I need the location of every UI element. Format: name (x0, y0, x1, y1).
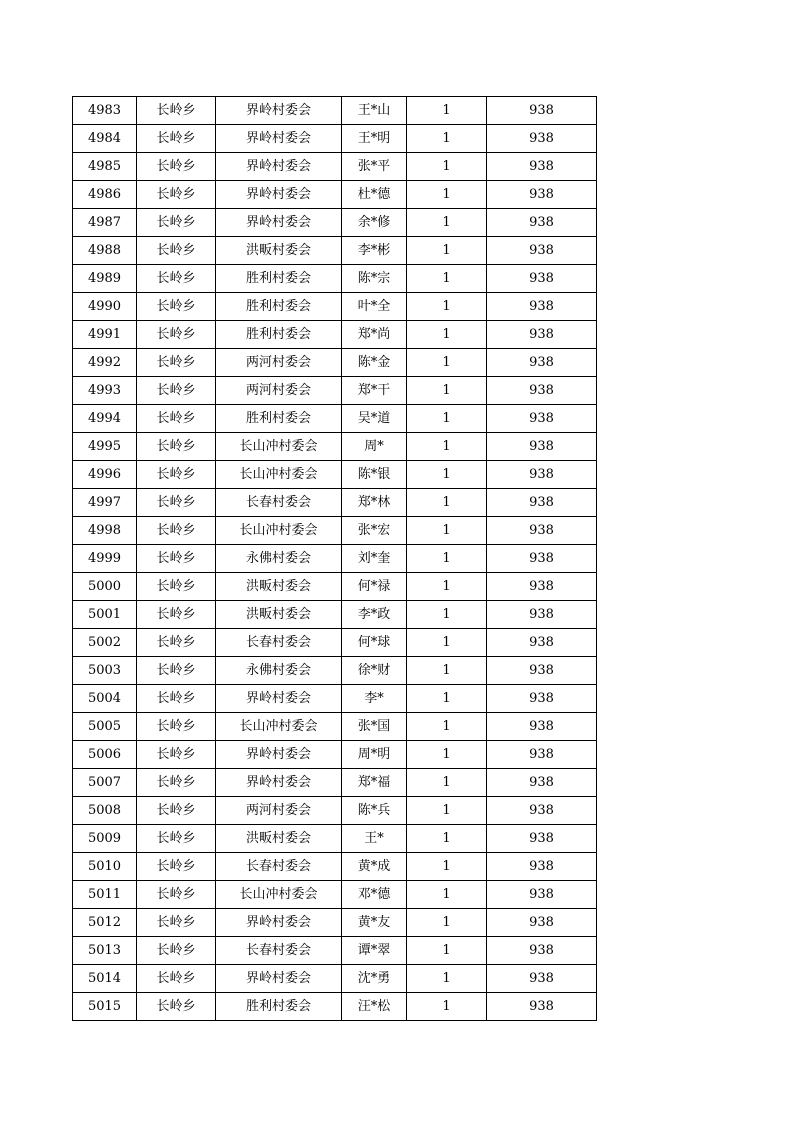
table-body (73, 97, 597, 1021)
village-committee-cell: 界岭村委会 (216, 209, 342, 237)
name-cell: 黄*成 (342, 853, 407, 881)
name-cell: 沈*勇 (342, 965, 407, 993)
township-cell: 长岭乡 (137, 489, 216, 517)
township-cell: 长岭乡 (137, 433, 216, 461)
village-committee-cell: 洪畈村委会 (216, 573, 342, 601)
village-committee-cell: 界岭村委会 (216, 181, 342, 209)
township-cell: 长岭乡 (137, 293, 216, 321)
village-committee-cell: 两河村委会 (216, 349, 342, 377)
count-cell: 1 (407, 993, 487, 1021)
count-cell: 1 (407, 601, 487, 629)
amount-cell: 938 (487, 825, 597, 853)
amount-cell: 938 (487, 965, 597, 993)
count-cell: 1 (407, 741, 487, 769)
data-table (72, 96, 597, 1021)
count-cell: 1 (407, 657, 487, 685)
name-cell: 陈*兵 (342, 797, 407, 825)
township-cell: 长岭乡 (137, 993, 216, 1021)
village-committee-cell: 胜利村委会 (216, 405, 342, 433)
village-committee-cell: 长春村委会 (216, 853, 342, 881)
table-row (73, 125, 597, 153)
amount-cell: 938 (487, 489, 597, 517)
amount-cell: 938 (487, 433, 597, 461)
count-cell: 1 (407, 713, 487, 741)
amount-cell: 938 (487, 769, 597, 797)
village-committee-cell: 界岭村委会 (216, 965, 342, 993)
amount-cell: 938 (487, 237, 597, 265)
amount-cell: 938 (487, 909, 597, 937)
township-cell: 长岭乡 (137, 797, 216, 825)
village-committee-cell: 长春村委会 (216, 937, 342, 965)
name-cell: 陈*银 (342, 461, 407, 489)
village-committee-cell: 两河村委会 (216, 377, 342, 405)
table-row (73, 881, 597, 909)
name-cell: 郑*干 (342, 377, 407, 405)
name-cell: 陈*宗 (342, 265, 407, 293)
township-cell: 长岭乡 (137, 965, 216, 993)
count-cell: 1 (407, 545, 487, 573)
serial-number-cell: 4998 (73, 517, 137, 545)
township-cell: 长岭乡 (137, 909, 216, 937)
count-cell: 1 (407, 517, 487, 545)
serial-number-cell: 4995 (73, 433, 137, 461)
name-cell: 张*宏 (342, 517, 407, 545)
table-row (73, 993, 597, 1021)
township-cell: 长岭乡 (137, 377, 216, 405)
serial-number-cell: 4992 (73, 349, 137, 377)
count-cell: 1 (407, 797, 487, 825)
amount-cell: 938 (487, 797, 597, 825)
township-cell: 长岭乡 (137, 545, 216, 573)
name-cell: 周* (342, 433, 407, 461)
table-row (73, 433, 597, 461)
table-row (73, 937, 597, 965)
village-committee-cell: 胜利村委会 (216, 993, 342, 1021)
name-cell: 王* (342, 825, 407, 853)
serial-number-cell: 4990 (73, 293, 137, 321)
township-cell: 长岭乡 (137, 741, 216, 769)
count-cell: 1 (407, 97, 487, 125)
village-committee-cell: 长山冲村委会 (216, 517, 342, 545)
amount-cell: 938 (487, 209, 597, 237)
name-cell: 黄*友 (342, 909, 407, 937)
township-cell: 长岭乡 (137, 153, 216, 181)
township-cell: 长岭乡 (137, 601, 216, 629)
table-row (73, 909, 597, 937)
table-row (73, 377, 597, 405)
name-cell: 陈*金 (342, 349, 407, 377)
name-cell: 汪*松 (342, 993, 407, 1021)
amount-cell: 938 (487, 993, 597, 1021)
count-cell: 1 (407, 433, 487, 461)
serial-number-cell: 4993 (73, 377, 137, 405)
township-cell: 长岭乡 (137, 853, 216, 881)
table-row (73, 405, 597, 433)
table-row (73, 293, 597, 321)
name-cell: 郑*林 (342, 489, 407, 517)
name-cell: 周*明 (342, 741, 407, 769)
amount-cell: 938 (487, 97, 597, 125)
count-cell: 1 (407, 937, 487, 965)
name-cell: 何*禄 (342, 573, 407, 601)
name-cell: 李*彬 (342, 237, 407, 265)
table-row (73, 853, 597, 881)
amount-cell: 938 (487, 377, 597, 405)
serial-number-cell: 4997 (73, 489, 137, 517)
name-cell: 徐*财 (342, 657, 407, 685)
village-committee-cell: 界岭村委会 (216, 125, 342, 153)
name-cell: 吴*道 (342, 405, 407, 433)
village-committee-cell: 洪畈村委会 (216, 237, 342, 265)
village-committee-cell: 界岭村委会 (216, 685, 342, 713)
name-cell: 郑*福 (342, 769, 407, 797)
township-cell: 长岭乡 (137, 657, 216, 685)
township-cell: 长岭乡 (137, 517, 216, 545)
count-cell: 1 (407, 629, 487, 657)
count-cell: 1 (407, 685, 487, 713)
name-cell: 郑*尚 (342, 321, 407, 349)
name-cell: 杜*德 (342, 181, 407, 209)
name-cell: 谭*翠 (342, 937, 407, 965)
village-committee-cell: 洪畈村委会 (216, 825, 342, 853)
serial-number-cell: 5013 (73, 937, 137, 965)
table-row (73, 741, 597, 769)
table-row (73, 237, 597, 265)
table-row (73, 713, 597, 741)
township-cell: 长岭乡 (137, 265, 216, 293)
count-cell: 1 (407, 153, 487, 181)
township-cell: 长岭乡 (137, 769, 216, 797)
amount-cell: 938 (487, 293, 597, 321)
village-committee-cell: 胜利村委会 (216, 265, 342, 293)
amount-cell: 938 (487, 461, 597, 489)
name-cell: 张*国 (342, 713, 407, 741)
township-cell: 长岭乡 (137, 97, 216, 125)
amount-cell: 938 (487, 573, 597, 601)
count-cell: 1 (407, 881, 487, 909)
village-committee-cell: 界岭村委会 (216, 769, 342, 797)
count-cell: 1 (407, 909, 487, 937)
serial-number-cell: 5002 (73, 629, 137, 657)
serial-number-cell: 4985 (73, 153, 137, 181)
table-row (73, 265, 597, 293)
name-cell: 何*球 (342, 629, 407, 657)
township-cell: 长岭乡 (137, 181, 216, 209)
serial-number-cell: 5004 (73, 685, 137, 713)
village-committee-cell: 长春村委会 (216, 629, 342, 657)
name-cell: 王*山 (342, 97, 407, 125)
amount-cell: 938 (487, 125, 597, 153)
table-row (73, 349, 597, 377)
amount-cell: 938 (487, 937, 597, 965)
serial-number-cell: 5005 (73, 713, 137, 741)
count-cell: 1 (407, 461, 487, 489)
serial-number-cell: 5012 (73, 909, 137, 937)
count-cell: 1 (407, 489, 487, 517)
table-row (73, 97, 597, 125)
amount-cell: 938 (487, 629, 597, 657)
serial-number-cell: 4987 (73, 209, 137, 237)
serial-number-cell: 4994 (73, 405, 137, 433)
table-row (73, 573, 597, 601)
serial-number-cell: 5010 (73, 853, 137, 881)
name-cell: 王*明 (342, 125, 407, 153)
township-cell: 长岭乡 (137, 713, 216, 741)
village-committee-cell: 长春村委会 (216, 489, 342, 517)
count-cell: 1 (407, 825, 487, 853)
name-cell: 余*修 (342, 209, 407, 237)
serial-number-cell: 5000 (73, 573, 137, 601)
name-cell: 张*平 (342, 153, 407, 181)
village-committee-cell: 长山冲村委会 (216, 461, 342, 489)
village-committee-cell: 长山冲村委会 (216, 433, 342, 461)
table-row (73, 825, 597, 853)
serial-number-cell: 4984 (73, 125, 137, 153)
serial-number-cell: 4989 (73, 265, 137, 293)
amount-cell: 938 (487, 517, 597, 545)
count-cell: 1 (407, 321, 487, 349)
table-row (73, 209, 597, 237)
table-row (73, 965, 597, 993)
table-row (73, 797, 597, 825)
count-cell: 1 (407, 237, 487, 265)
village-committee-cell: 胜利村委会 (216, 321, 342, 349)
village-committee-cell: 界岭村委会 (216, 741, 342, 769)
table-row (73, 545, 597, 573)
serial-number-cell: 5014 (73, 965, 137, 993)
township-cell: 长岭乡 (137, 629, 216, 657)
township-cell: 长岭乡 (137, 573, 216, 601)
serial-number-cell: 4991 (73, 321, 137, 349)
count-cell: 1 (407, 769, 487, 797)
serial-number-cell: 4996 (73, 461, 137, 489)
serial-number-cell: 5011 (73, 881, 137, 909)
serial-number-cell: 4988 (73, 237, 137, 265)
serial-number-cell: 4999 (73, 545, 137, 573)
count-cell: 1 (407, 377, 487, 405)
serial-number-cell: 4983 (73, 97, 137, 125)
village-committee-cell: 洪畈村委会 (216, 601, 342, 629)
township-cell: 长岭乡 (137, 125, 216, 153)
count-cell: 1 (407, 125, 487, 153)
amount-cell: 938 (487, 881, 597, 909)
township-cell: 长岭乡 (137, 405, 216, 433)
table-row (73, 657, 597, 685)
serial-number-cell: 5009 (73, 825, 137, 853)
amount-cell: 938 (487, 321, 597, 349)
township-cell: 长岭乡 (137, 209, 216, 237)
township-cell: 长岭乡 (137, 825, 216, 853)
village-committee-cell: 胜利村委会 (216, 293, 342, 321)
count-cell: 1 (407, 573, 487, 601)
serial-number-cell: 5001 (73, 601, 137, 629)
serial-number-cell: 5007 (73, 769, 137, 797)
village-committee-cell: 长山冲村委会 (216, 713, 342, 741)
village-committee-cell: 界岭村委会 (216, 97, 342, 125)
village-committee-cell: 长山冲村委会 (216, 881, 342, 909)
table-row (73, 629, 597, 657)
village-committee-cell: 界岭村委会 (216, 153, 342, 181)
table-row (73, 181, 597, 209)
count-cell: 1 (407, 265, 487, 293)
township-cell: 长岭乡 (137, 321, 216, 349)
township-cell: 长岭乡 (137, 937, 216, 965)
village-committee-cell: 界岭村委会 (216, 909, 342, 937)
amount-cell: 938 (487, 713, 597, 741)
table-row (73, 461, 597, 489)
count-cell: 1 (407, 853, 487, 881)
table-row (73, 601, 597, 629)
serial-number-cell: 5015 (73, 993, 137, 1021)
count-cell: 1 (407, 181, 487, 209)
township-cell: 长岭乡 (137, 461, 216, 489)
amount-cell: 938 (487, 181, 597, 209)
amount-cell: 938 (487, 741, 597, 769)
table-row (73, 685, 597, 713)
name-cell: 刘*奎 (342, 545, 407, 573)
table-row (73, 321, 597, 349)
amount-cell: 938 (487, 405, 597, 433)
count-cell: 1 (407, 965, 487, 993)
amount-cell: 938 (487, 153, 597, 181)
village-committee-cell: 永佛村委会 (216, 545, 342, 573)
amount-cell: 938 (487, 853, 597, 881)
township-cell: 长岭乡 (137, 349, 216, 377)
serial-number-cell: 5008 (73, 797, 137, 825)
amount-cell: 938 (487, 349, 597, 377)
serial-number-cell: 4986 (73, 181, 137, 209)
table-row (73, 153, 597, 181)
name-cell: 叶*全 (342, 293, 407, 321)
serial-number-cell: 5003 (73, 657, 137, 685)
village-committee-cell: 永佛村委会 (216, 657, 342, 685)
village-committee-cell: 两河村委会 (216, 797, 342, 825)
table-row (73, 769, 597, 797)
count-cell: 1 (407, 209, 487, 237)
name-cell: 邓*德 (342, 881, 407, 909)
township-cell: 长岭乡 (137, 685, 216, 713)
count-cell: 1 (407, 293, 487, 321)
count-cell: 1 (407, 405, 487, 433)
amount-cell: 938 (487, 265, 597, 293)
serial-number-cell: 5006 (73, 741, 137, 769)
name-cell: 李*政 (342, 601, 407, 629)
table-row (73, 517, 597, 545)
amount-cell: 938 (487, 601, 597, 629)
township-cell: 长岭乡 (137, 881, 216, 909)
table-row (73, 489, 597, 517)
name-cell: 李* (342, 685, 407, 713)
amount-cell: 938 (487, 545, 597, 573)
township-cell: 长岭乡 (137, 237, 216, 265)
amount-cell: 938 (487, 685, 597, 713)
count-cell: 1 (407, 349, 487, 377)
amount-cell: 938 (487, 657, 597, 685)
